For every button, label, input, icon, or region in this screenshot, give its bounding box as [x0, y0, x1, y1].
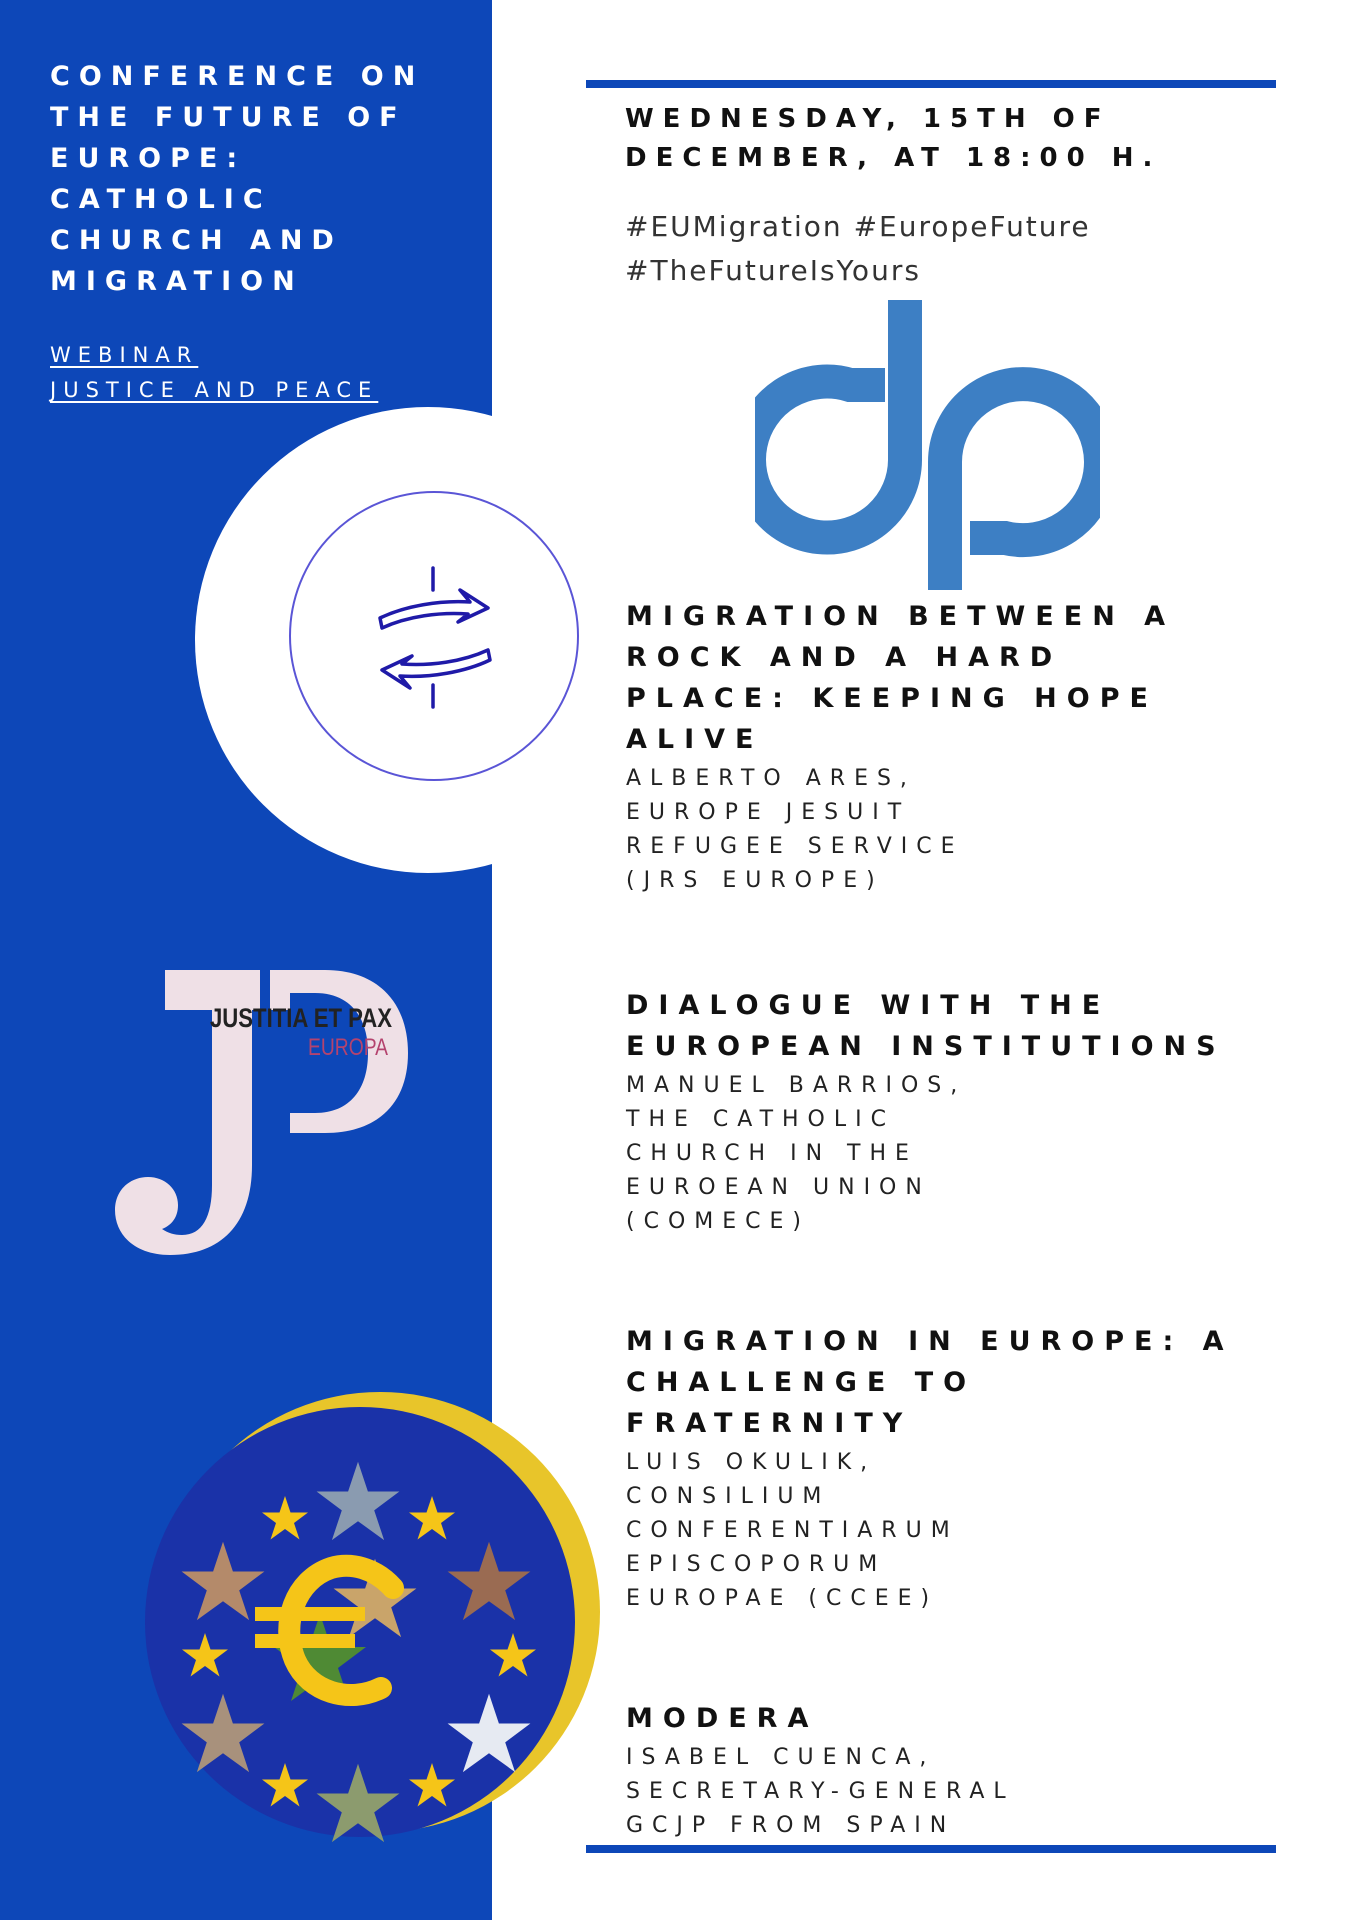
session-2	[626, 985, 1226, 1239]
event-date-line: WEDNESDAY, 15TH OF	[625, 104, 1111, 134]
hashtag-line: #TheFutureIsYours	[625, 254, 921, 287]
conference-title-line: MIGRATION	[50, 266, 304, 297]
conference-title-line: EUROPE:	[50, 143, 247, 174]
session-title-line: MIGRATION BETWEEN A	[626, 601, 1176, 632]
hashtags	[625, 205, 1091, 293]
speaker-line: EUROPAE (CCEE)	[626, 1586, 939, 1611]
moderator	[626, 1698, 1015, 1843]
speaker-line: REFUGEE SERVICE	[626, 834, 964, 859]
exchange-arrows-icon	[370, 560, 500, 715]
jp-logo-title: JUSTITIA ET PAX	[210, 1003, 392, 1033]
event-date	[625, 100, 1161, 178]
session-1	[626, 596, 1175, 898]
session-title-line: ALIVE	[626, 724, 764, 755]
session-3	[626, 1321, 1234, 1616]
speaker-line: MANUEL BARRIOS,	[626, 1073, 967, 1098]
speaker-line: SECRETARY-GENERAL	[626, 1779, 1015, 1804]
moderator-name	[626, 1741, 1015, 1843]
top-divider	[586, 80, 1276, 88]
conference-title	[50, 56, 470, 302]
justitia-et-pax-logo	[110, 965, 410, 1255]
speaker-line: LUIS OKULIK,	[626, 1450, 877, 1475]
session-title-line: PLACE: KEEPING HOPE	[626, 683, 1158, 714]
speaker-line: THE CATHOLIC	[626, 1107, 895, 1132]
jp-logo-subtitle: EUROPA	[308, 1034, 388, 1061]
session-title	[626, 1321, 1234, 1444]
dp-logo-icon	[755, 300, 1100, 590]
conference-title-line: CATHOLIC	[50, 184, 272, 215]
session-title-line: EUROPEAN INSTITUTIONS	[626, 1031, 1226, 1062]
bottom-divider	[586, 1845, 1276, 1853]
eu-stars-logo	[135, 1392, 600, 1842]
session-speaker	[626, 762, 1175, 898]
speaker-line: ALBERTO ARES,	[626, 766, 916, 791]
session-speaker	[626, 1069, 1226, 1239]
speaker-line: (JRS EUROPE)	[626, 868, 884, 893]
speaker-line: GCJP FROM SPAIN	[626, 1813, 956, 1838]
session-title-line: CHALLENGE TO	[626, 1367, 977, 1398]
speaker-line: EUROEAN UNION	[626, 1175, 931, 1200]
session-speaker	[626, 1446, 1234, 1616]
moderator-heading	[626, 1698, 1015, 1739]
speaker-line: CONSILIUM	[626, 1484, 831, 1509]
session-title-line: MODERA	[626, 1703, 819, 1734]
conference-title-line: CHURCH AND	[50, 225, 343, 256]
session-title	[626, 596, 1175, 760]
speaker-line: EUROPE JESUIT	[626, 800, 911, 825]
session-title-line: DIALOGUE WITH THE	[626, 990, 1111, 1021]
hashtag-line: #EUMigration #EuropeFuture	[625, 210, 1091, 243]
speaker-line: (COMECE)	[626, 1209, 810, 1234]
session-title-line: MIGRATION IN EUROPE: A	[626, 1326, 1234, 1357]
speaker-line: CONFERENTIARUM	[626, 1518, 959, 1543]
speaker-line: EPISCOPORUM	[626, 1552, 887, 1577]
conference-title-line: THE FUTURE OF	[50, 102, 407, 133]
event-date-line: DECEMBER, AT 18:00 H.	[625, 143, 1162, 173]
session-title	[626, 985, 1226, 1067]
webinar-subtitle	[50, 338, 378, 408]
webinar-line: JUSTICE AND PEACE	[50, 378, 379, 402]
conference-title-line: CONFERENCE ON	[50, 61, 425, 92]
webinar-line: WEBINAR	[50, 343, 199, 367]
speaker-line: ISABEL CUENCA,	[626, 1745, 936, 1770]
session-title-line: FRATERNITY	[626, 1408, 913, 1439]
speaker-line: CHURCH IN THE	[626, 1141, 918, 1166]
session-title-line: ROCK AND A HARD	[626, 642, 1063, 673]
